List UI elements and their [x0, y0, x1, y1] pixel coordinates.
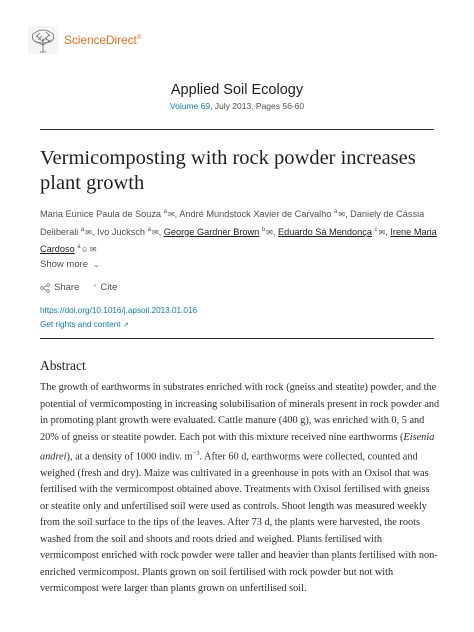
abstract-text [40, 380, 440, 598]
external-arrow-icon: ↗ [122, 322, 129, 329]
affiliation-mark: a [77, 244, 81, 251]
abstract-part-1: The growth of earthworms in substrates enriched with rock (gneiss and steatite) powder, and the potential of vermicomposting in increasing solubilisation of minerals present in rock powder and in promoting plant growth were evaluated. Cattle manure (400 g), was enriched with 0, 5 and 20% of gneiss or steatite powder. Each pot with this mixture received nine earthworms ( [40, 382, 440, 443]
envelope-icon: ✉ [167, 210, 175, 220]
envelope-icon: ✉ [266, 227, 273, 237]
author-separator: , [385, 226, 391, 237]
envelope-icon: ✉ [338, 210, 346, 220]
sciencedirect-logo[interactable] [28, 26, 141, 54]
author-separator: , [272, 226, 278, 237]
author-separator: , [158, 226, 164, 237]
affiliation-mark: a [163, 209, 167, 215]
cite-label: Cite [100, 282, 118, 293]
envelope-icon: ✉ [151, 227, 159, 237]
rights-label: Get rights and content [40, 320, 121, 329]
share-icon [40, 283, 50, 293]
affiliation-mark: b [261, 226, 266, 233]
author-name: André Mundstock Xavier de Carvalho [179, 209, 332, 220]
rights-link[interactable] [40, 320, 129, 329]
abstract-part-2: ), at a density of 1000 indiv. m [66, 451, 193, 463]
affiliation-mark: a [147, 226, 151, 233]
author-separator: , [91, 226, 98, 237]
author-name: Eduardo Sá Mendonça [277, 226, 372, 237]
species-name: Eisenia andrei [40, 431, 435, 463]
doi-link[interactable]: https://doi.org/10.1016/j.apsoil.2013.01.016 [40, 306, 198, 315]
brand-name: ScienceDirect [64, 33, 137, 47]
share-button[interactable] [40, 282, 79, 293]
show-more-button[interactable] [40, 259, 100, 270]
density-exponent: −3 [192, 450, 200, 457]
abstract-divider [40, 338, 434, 339]
trademark: ® [136, 35, 142, 41]
affiliation-mark: a [334, 209, 338, 215]
article-actions [40, 282, 117, 293]
envelope-icon: ✉ [378, 227, 386, 237]
author-link[interactable] [179, 209, 350, 219]
author-link[interactable] [278, 227, 390, 237]
author-name: George Gardner Brown [163, 226, 260, 237]
author-name: Ivo Jucksch [97, 226, 146, 237]
author-name: Maria Eunice Paula de Souza [40, 209, 162, 220]
person-icon: ☺ [80, 245, 89, 255]
quote-icon: ” [93, 282, 97, 293]
header-divider [40, 129, 434, 130]
journal-title[interactable]: Applied Soil Ecology [170, 82, 304, 98]
author-name: Irene Maria Cardoso [40, 226, 437, 255]
abstract-heading: Abstract [40, 358, 86, 373]
envelope-icon: ✉ [85, 227, 92, 237]
author-link[interactable] [164, 227, 278, 237]
author-list [40, 205, 440, 258]
affiliation-mark: c [374, 226, 378, 233]
envelope-icon: ✉ [89, 245, 97, 255]
author-separator: , [345, 209, 351, 220]
volume-link[interactable]: Volume 69 [169, 101, 211, 111]
issue-info [0, 101, 474, 111]
issue-date-pages: , July 2013, Pages 56-60 [210, 101, 305, 111]
elsevier-tree-icon [28, 26, 58, 54]
cite-button[interactable] [93, 282, 117, 293]
author-name: Daniely de Cássia Deliberali [40, 209, 425, 237]
show-more-label: Show more [40, 259, 89, 270]
abstract-part-3: . After 60 d, earthworms were collected, counted and weighed (fresh and dry). Maize was cultivated in a greenhouse in pots with an Oxisol that was fertilised with the vermicompost obtained above. Treatments with Oxisol fertilised with gneiss or steatite only and unfertilised soil were used as controls. Shoot length was measured weekly from the soil surface to the tips of the leaves. After 73 d, the plants were harvested, the roots washed from the soil and shoots and roots dried and weighed. Plants fertilised with vermicompost enriched with rock powder were taller and heavier than plants fertilised with non-enriched vermicompost. Plants grown on soil fertilised with rock powder but not with vermicompost were larger than plants grown on unfertilised soil. [40, 451, 438, 595]
chevron-down-icon: ⌄ [93, 260, 100, 269]
author-link[interactable] [97, 227, 164, 237]
article-title: Vermicomposting with rock powder increases plant growth [40, 147, 416, 194]
author-link[interactable] [40, 209, 179, 219]
share-label: Share [54, 282, 80, 293]
author-separator: , [174, 209, 180, 220]
affiliation-mark: a [80, 226, 85, 233]
